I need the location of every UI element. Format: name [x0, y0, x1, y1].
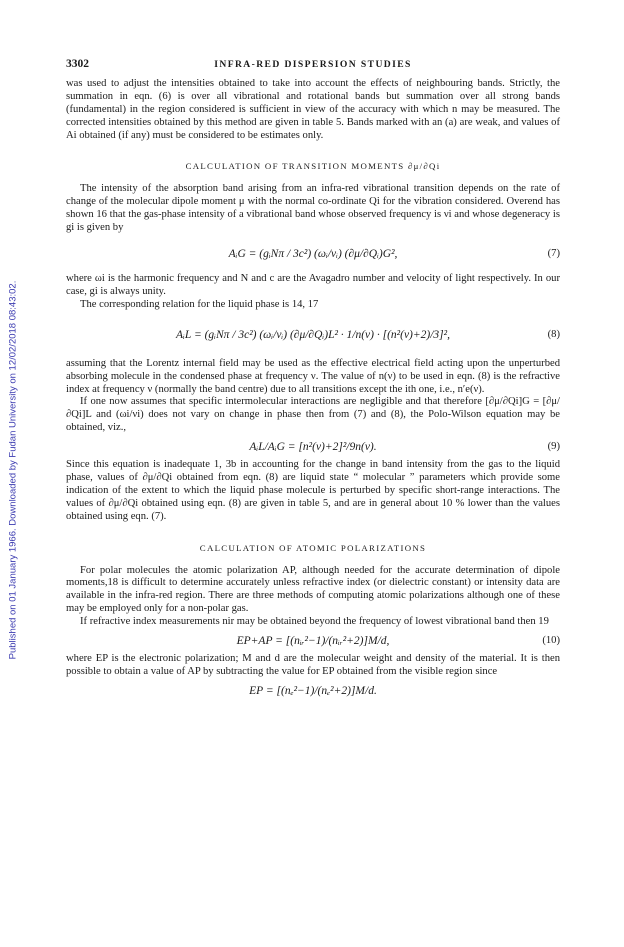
equation-body: AᵢL/AᵢG = [n²(ν)+2]²/9n(ν).: [249, 441, 377, 454]
equation-body: AᵢL = (gᵢNπ / 3c²) (ωᵢ/νᵢ) (∂μ/∂Qᵢ)L² · 1/n(ν) · [(n²(ν)+2)/3]²,: [176, 328, 450, 341]
section-heading-transition-moments: CALCULATION OF TRANSITION MOMENTS ∂μ/∂Qi: [185, 161, 441, 172]
equation-body: AᵢG = (gᵢNπ / 3c²) (ωᵢ/νᵢ) (∂μ/∂Qᵢ)G²,: [228, 247, 398, 260]
equation-number: (8): [547, 328, 560, 340]
download-watermark: [0, 0, 26, 947]
equation-8: [66, 316, 560, 354]
equation-body: EP+AP = [(nᵢᵣ²−1)/(nᵢᵣ²+2)]M/d,: [236, 635, 390, 648]
paragraph: The corresponding relation for the liquid phase is 14, 17: [80, 298, 319, 310]
equation-7: [66, 239, 560, 269]
equation-number: (9): [547, 441, 560, 453]
paragraph: If one now assumes that specific intermolecular interactions are negligible and that therefore [∂μ/∂Qi]G = [∂μ/∂Qi]L and (ωi/νi) does not vary on change in phase then from (7) and (8), the Polo-Wilson equation may be obtained, viz.,: [66, 396, 560, 434]
paragraph: assuming that the Lorentz internal field may be used as the effective electrical field acting upon the unperturbed absorbing molecule in the condensed phase at frequency ν. The value of n(ν) to be used in eqn. (8) is the refractive index at frequency ν (normally the band centre) due to all transitions except the ith one, i.e., n′e(ν).: [66, 357, 560, 395]
paragraph: where ωi is the harmonic frequency and N and c are the Avagadro number and velocity of light respectively. In our case, gi is always unity.: [66, 272, 560, 297]
download-watermark-text: Published on 01 January 1966. Downloaded by Fudan University on 12/02/2018 08:43:02.: [7, 280, 19, 660]
equation-number: (10): [542, 635, 560, 647]
paragraph: Since this equation is inadequate 1, 3b in accounting for the change in band intensity from the gas to the liquid phase, values of ∂μ/∂Qi obtained from eqn. (8) are liquid state “ molecular ” parameters which provide some indication of the extent to which the liquid phase molecule is perturbed by specific short-range interactions. The values of ∂μ/∂Qi obtained using eqn. (8) are given in table 5, and are in general about 10 % lower than the values obtained using eqn. (7).: [66, 459, 560, 522]
paragraph: If refractive index measurements nir may be obtained beyond the frequency of lowest vibrational band then 19: [80, 616, 549, 628]
paragraph: The intensity of the absorption band arising from an infra-red vibrational transition depends on the rate of change of the molecular dipole moment μ with the normal co-ordinate Qi for the vibration considered. Overend has shown 16 that the gas-phase intensity of a vibrational band whose observed frequency is νi and whose degeneracy is gi is given by: [66, 183, 560, 234]
equation-9: [66, 439, 560, 455]
paragraph: For polar molecules the atomic polarization AP, although needed for the accurate determination of dipole moments,18 is difficult to determine accurately unless refractive index (or dielectric constant) or intensity data are available in the infra-red region. There are three methods of computing atomic polarizations although one of these may be employed only for a non-polar gas.: [66, 564, 560, 615]
equation-number: (7): [547, 247, 560, 259]
equation-body: EP = [(nₑ²−1)/(nₑ²+2)]M/d.: [249, 684, 377, 697]
intro-paragraph: was used to adjust the intensities obtained to take into account the effects of neighbouring bands. Strictly, the summation in eqn. (6) is over all vibrational and rotational bands but summation over all strong bands (fundamental) in the region considered is sufficient in view of the accuracy with which n may be measured. The corrected intensities obtained by this method are given in table 5. Bands marked with an (a) are weak, and values of Ai obtained (if any) must be considered to be estimates only.: [66, 77, 560, 141]
running-header: [66, 58, 560, 72]
equation-11: [66, 683, 560, 699]
section-heading-atomic-polarizations: CALCULATION OF ATOMIC POLARIZATIONS: [199, 542, 427, 553]
equation-10: [66, 633, 560, 649]
paragraph: where EP is the electronic polarization; M and d are the molecular weight and density of the material. It is then possible to obtain a value of AP by subtracting the value for EP obtained from the visible region since: [66, 653, 560, 677]
running-title: INFRA-RED DISPERSION STUDIES: [214, 59, 412, 70]
page-number: 3302: [66, 58, 89, 70]
page-body: [66, 58, 560, 703]
